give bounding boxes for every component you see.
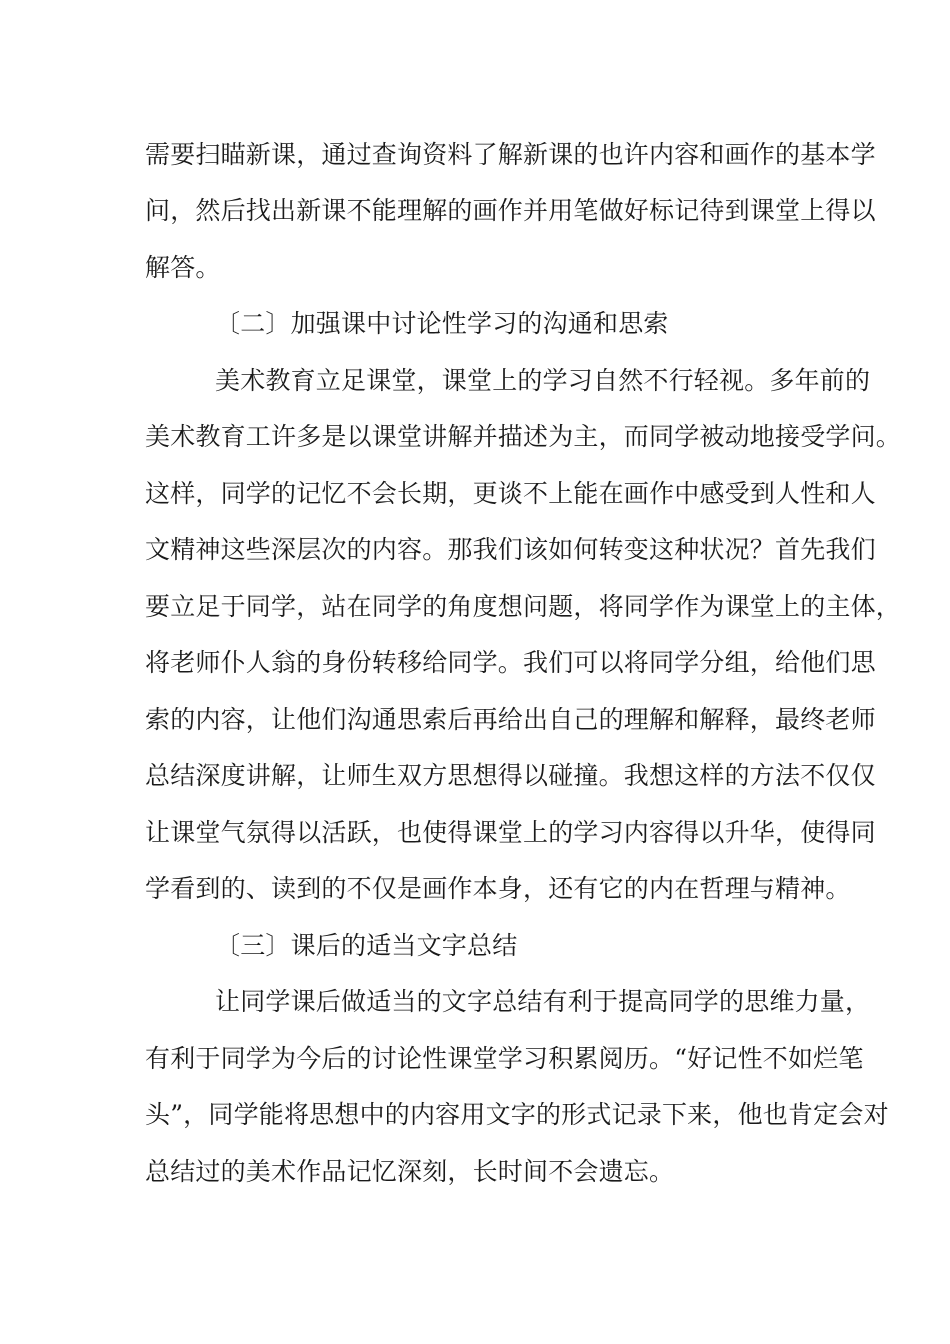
paragraph-line: 让同学课后做适当的文字总结有利于提高同学的思维力量， xyxy=(215,987,871,1016)
paragraph-line: 学看到的、读到的不仅是画作本身，还有它的内在哲理与精神。 xyxy=(145,874,851,903)
paragraph-line: 要立足于同学，站在同学的角度想问题，将同学作为课堂上的主体， xyxy=(145,592,902,621)
paragraph-line: 文精神这些深层次的内容。那我们该如何转变这种状况？首先我们 xyxy=(145,535,876,564)
paragraph-line: 解答。 xyxy=(145,253,221,282)
paragraph-line: 美术教育工许多是以课堂讲解并描述为主，而同学被动地接受学问。 xyxy=(145,422,902,451)
section-heading-2: 〔二〕加强课中讨论性学习的沟通和思索 xyxy=(215,309,669,338)
paragraph-line: 这样，同学的记忆不会长期，更谈不上能在画作中感受到人性和人 xyxy=(145,479,876,508)
paragraph-line: 需要扫瞄新课，通过查询资料了解新课的也许内容和画作的基本学 xyxy=(145,140,876,169)
paragraph-line: 总结过的美术作品记忆深刻，长时间不会遗忘。 xyxy=(145,1157,675,1186)
paragraph-line: 问，然后找出新课不能理解的画作并用笔做好标记待到课堂上得以 xyxy=(145,196,876,225)
paragraph-line: 有利于同学为今后的讨论性课堂学习积累阅历。“好记性不如烂笔 xyxy=(145,1044,864,1073)
section-heading-3: 〔三〕课后的适当文字总结 xyxy=(215,931,518,960)
paragraph-line: 索的内容，让他们沟通思索后再给出自己的理解和解释，最终老师 xyxy=(145,705,876,734)
paragraph-line: 让课堂气氛得以活跃，也使得课堂上的学习内容得以升华，使得同 xyxy=(145,818,876,847)
paragraph-line: 头”，同学能将思想中的内容用文字的形式记录下来，他也肯定会对 xyxy=(145,1100,889,1129)
paragraph-line: 将老师仆人翁的身份转移给同学。我们可以将同学分组，给他们思 xyxy=(145,648,876,677)
paragraph-line: 总结深度讲解，让师生双方思想得以碰撞。我想这样的方法不仅仅 xyxy=(145,761,876,790)
paragraph-line: 美术教育立足课堂，课堂上的学习自然不行轻视。多年前的 xyxy=(215,366,871,395)
